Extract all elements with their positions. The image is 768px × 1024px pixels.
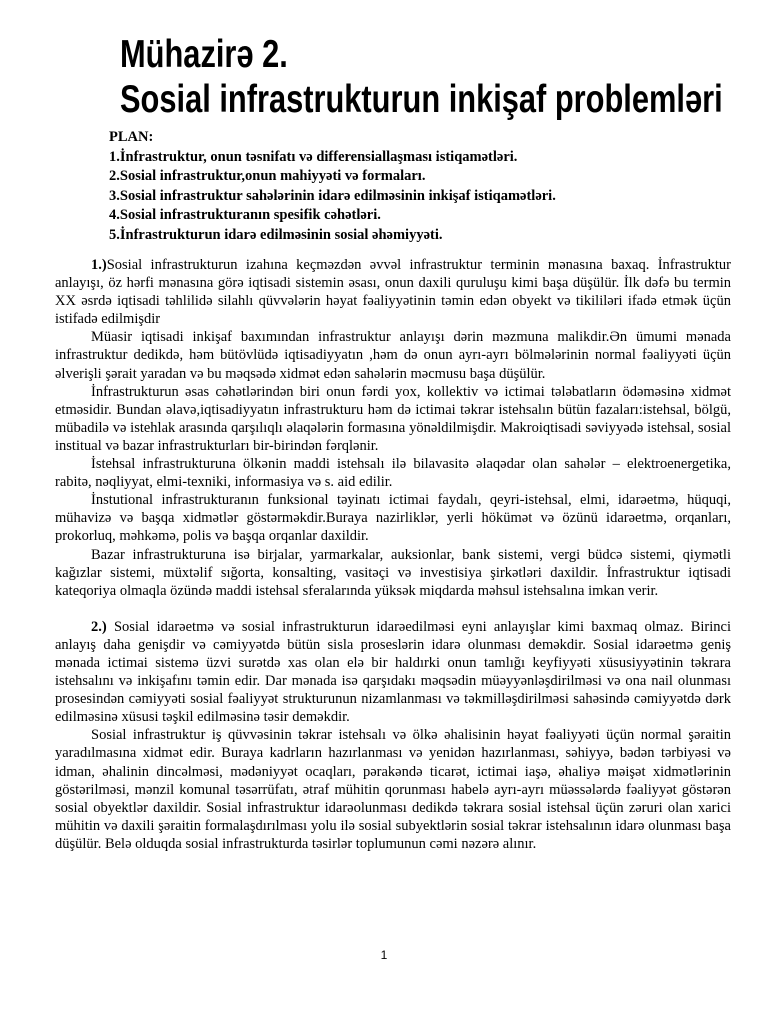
body-paragraph: Sosial infrastruktur iş qüvvəsinin təkrar istehsalı və ölkə əhalisinin həyat fəaliyyəti üçün normal şəraitin yaradılmasına xidmət edir. Buraya kadrların hazırlanması və yenidən hazırlanması, səhiyyə, bədən tərbiyəsi və idman, əhalinin dincəlməsi, mədəniyyət ocaqları, pərakəndə ticarət, ictimai iaşə, əhaliyə məişət xidmətlərinin göstərilməsi, mənzil komunal təsərrüfatı, ətraf mühitin qorunması habelə ayrı-ayrı müəssələrdə fəaliyyət göstərən sosial obyektlər daxildir. Sosial infrastruktur idarəolunması dedikdə təkrara sosial istehsal üçün zəruri olan xarici mühitin və daxili şəraitin formalaşdırılması yolu ilə sosial subyektlərin sosial təkrar istehsalının idarə olunması başa düşülür. Belə olduqda sosial infrastrukturda təsirlər toplumunun cəmi nəzərə alınır. — [55, 727, 731, 852]
body-paragraph — [55, 256, 731, 328]
plan-item: 3.Sosial infrastruktur sahələrinin idarə edilməsinin inkişaf istiqamətləri. — [109, 187, 556, 204]
plan-item: 4.Sosial infrastrukturanın spesifik cəhətləri. — [109, 207, 381, 223]
body-paragraph: İstehsal infrastrukturuna ölkənin maddi istehsalı ilə bilavasitə əlaqədar olan sahələr – elektroenergetika, rabitə, nəqliyyat, elmi-texniki, informasiya və s. aid edilir. — [55, 456, 731, 491]
body-paragraph: Müasir iqtisadi inkişaf baxımından infrastruktur anlayışı dərin məzmuna malikdir.Ən ümumi mənada infrastruktur dedikdə, həm bütövlüdə iqtisadiyyatın ,həm də onun ayrı-ayrı bölmələrinin normal fəaliyyəti üçün əlverişli şərait yaradan və bu məqsədə xidmət edən sahələrin məcmusu başa düşülür. — [55, 329, 731, 382]
page-number: 1 — [380, 948, 388, 962]
lecture-title — [120, 32, 723, 122]
paragraph-text: Sosial idarəetmə və sosial infrastrukturun idarəedilməsi eyni anlayışlar kimi baxmaq olmaz. Birinci anlayış daha genişdir və cəmiyyətdə bütün sisla proseslərin idarə olunması deməkdir. Sosial idarəetmə geniş mənada ictimai sistemə üzvi surətdə xas olan elə bir haldırki onun tamlığı keyfiyyəti xüsusiyyətinin təkrara istehsalını və inkişafını təmin edir. Dar mənada isə qarşıdakı məqsədin müəyyənləşdirilməsi və ona nail olunması prosesindən cəmiyyəti sosial fəaliyyət strukturunun nizamlanması və təkmilləşdirilməsi sahəsində cəmiyyətdə dərk edilməsinə xüsusi təşkil edilməsinə təsir deməkdir. — [55, 618, 731, 726]
section-marker: 1.) — [91, 257, 107, 273]
body-paragraph: İnfrastrukturun əsas cəhətlərindən biri onun fərdi yox, kollektiv və ictimai tələbatların ödəməsinə xidmət etməsidir. Bundan əlavə,iqtisadiyyatın infrastrukturu həm də ictimai təkrar istehsalın bütün fazaları:istehsal, bölgü, mübadilə və istehlak arasında qarşılıqlı əlaqələrin formasına yönəldilmişdir. Makroiqtisadi səviyyədə istehsal, sosial institual və bazar infrastrukturları bir-birindən fərqlənir. — [55, 383, 731, 454]
plan-heading: PLAN: — [109, 129, 154, 145]
title-line-2: Sosial infrastrukturun inkişaf problemləri — [120, 78, 723, 121]
plan-item: 1.İnfrastruktur, onun təsnifatı və differensiallaşması istiqamətləri. — [109, 148, 518, 165]
title-line-1: Mühazirə 2. — [120, 33, 288, 76]
plan-item: 2.Sosial infrastruktur,onun mahiyyəti və formaları. — [109, 168, 426, 184]
plan-list — [109, 128, 739, 245]
document-body — [55, 256, 731, 853]
paragraph-text: Sosial infrastrukturun izahına keçməzdən əvvəl infrastruktur terminin mənasına baxaq. İnfrastruktur anlayışı, öz hərfi mənasına görə iqtisadi sistemin əsası, onun daxili quruluşu kimi başa düşülür. İlk dəfə bu termin XX əsrdə iqtisadi təhlilidə silahlı qüvvələrin həyat fəaliyyətinin təmin edən obyekt və tikililəri ifadə etmək üçün istifadə edilmişdir — [55, 257, 731, 328]
body-paragraph: Bazar infrastrukturuna isə birjalar, yarmarkalar, auksionlar, bank sistemi, vergi büdcə sistemi, qiymətli kağızlar sistemi, müxtəlif sığorta, konsalting, vasitəçi və investisiya şirkətləri daxildir. İnfrastruktur iqtisadi kateqoriya olmaqla özündə maddi istehsal sferalarında yüksək miqdarda məhsul istehsalına imkan verir. — [55, 546, 731, 599]
plan-item: 5.İnfrastrukturun idarə edilməsinin sosial əhəmiyyəti. — [109, 226, 443, 243]
body-paragraph: İnstutional infrastrukturanın funksional təyinatı ictimai faydalı, qeyri-istehsal, elmi, idarəetmə, hüquqi, mühavizə və başqa xidmətlər göstərməkdir.Buraya nazirliklər, yerli hökümət və özünü idarəetmə, orqanları, prokorluq, məhkəmə, polis və başqa orqanlar daxildir. — [55, 492, 731, 545]
body-paragraph — [55, 618, 731, 727]
section-marker: 2.) — [91, 618, 107, 635]
